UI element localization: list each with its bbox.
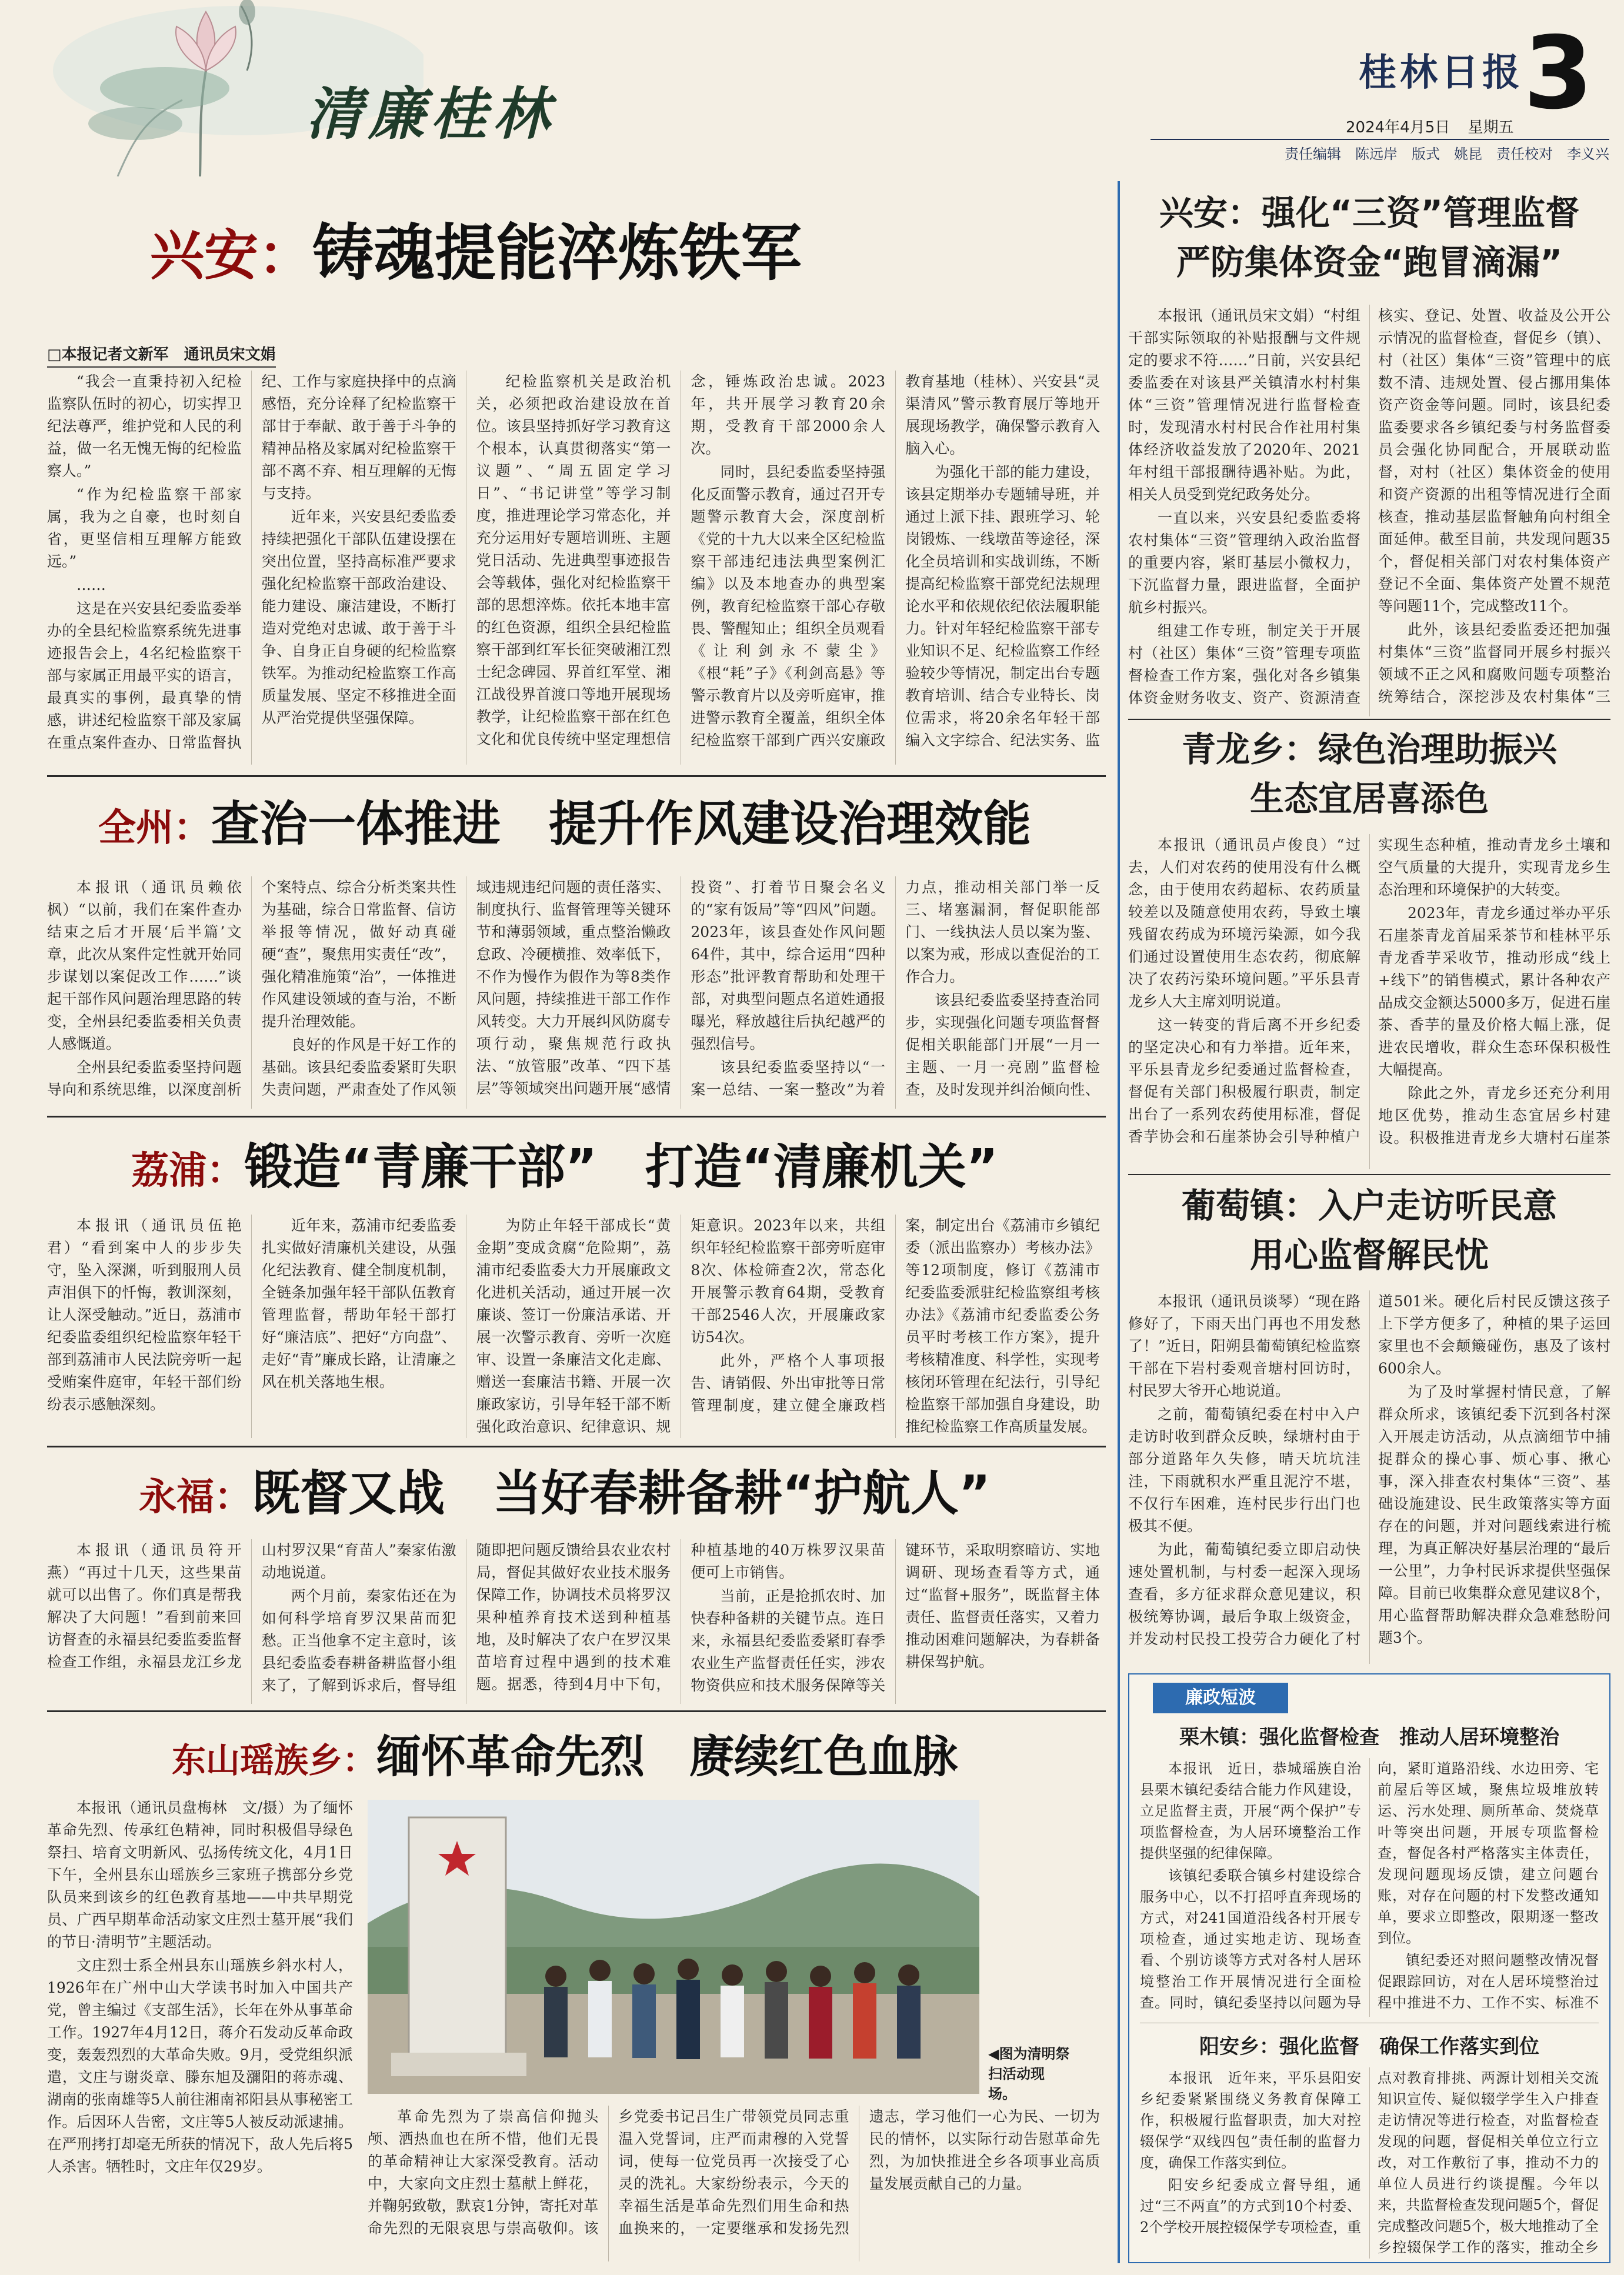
- section-title: 清廉桂林: [306, 81, 555, 147]
- body-paragraph: 本报讯（通讯员卢俊良）“过去，人们对农药的使用没有什么概念，由于使用农药超标、农药质量较差以及随意使用农药，导致土壤残留农药成为环境污染源，如今我们通过设置使用生态农药，彻底解决了农药污染环境问题。”平乐县青龙乡人大主席刘明说道。: [1128, 836, 1360, 1010]
- body-paragraph: 纪检监察机关是政治机关，必须把政治建设放在首位。该县坚持抓好学习教育这个根本，认真贯彻落实“第一议题”、“周五固定学习日”、“书记讲堂”等学习制度，推进理论学习常态化，并充分运用好专题培训班、主题党日活动、先进典型事迹报告会等载体，强化对纪检监察干部的思想淬炼。依托本地丰富的红色资源，组织全县纪检监察干部到红军长征突破湘江烈士纪念碑园、界首红军堂、湘江战役界首渡口等地开展现场教学，让纪检监察干部在红色文化和优良传统中坚定理想信念，锤炼政治忠诚。2023年，共开展学习教育20余期，受教育干部2000余人次。: [476, 373, 886, 748]
- body-paragraph: 本报讯（通讯员宋文娟）“村组干部实际领取的补贴报酬与文件规定的要求不符……”日前，兴安县纪委监委在对该县严关镇清水村村集体“三资”管理情况进行监督检查时，发现清水村村民合作社用村集体经济收益发放了2020年、2021年村组干部报酬待遇补贴。为此，相关人员受到党纪政务处分。: [1128, 307, 1360, 503]
- headline-line1: 兴安：强化“三资”管理监督: [1159, 193, 1580, 233]
- body-paragraph: “作为纪检监察干部家属，我为之自豪，也时刻自省，更坚信相互理解方能致远。”: [47, 486, 242, 570]
- headline-dongshan: [24, 1727, 1106, 1790]
- headline-line2: 严防集体资金“跑冒滴漏”: [1176, 242, 1563, 282]
- body-paragraph: 良好的作风是干好工作的基础。该县纪委监委紧盯失职失责问题，严肃查处了作风领域违规违纪问题的责任落实、制度执行、监督管理等关键环节和薄弱领域，重点整治懒政怠政、冷硬横推、效率低下，不作为慢作为假作为等8类作风问题，持续推进干部工作作风转变。大力开展纠风防腐专项行动，聚焦规范行政执法、“放管服”改革、“四下基层”等领域突出问题开展“感情投资”、打着节日聚会名义的“家有饭局”等“四风”问题。2023年，该县查处作风问题64件，其中，综合运用“四种形态”批评教育帮助和处理干部，对典型问题点名道姓通报曝光，释放越往后执纪越严的强烈信号。: [261, 879, 886, 1098]
- body-paragraph: 此外，严格个人事项报告、请销假、外出审批等日常管理制度，建立健全廉政档案，制定出台《荔浦市乡镇纪委（派出监察办）考核办法》等12项制度，修订《荔浦市纪委监委派驻纪检监察组考核办法》《荔浦市纪委监委公务员平时考核工作方案》，提升考核精准度、科学性，实现考核闭环管理在纪法行，引导纪检监察干部加强自身建设，助推纪检监察工作高质量发展。: [691, 1217, 1100, 1435]
- body-paragraph: 为强化干部的能力建设，该县定期举办专题辅导班，并通过上派下挂、跟班学习、轮岗锻炼、一线墩苗等途径，深化全员培训和实战训练，不断提高纪检监察干部党纪法规理论水平和依规依纪依法履职能力。针对年轻纪检监察干部专业知识不足、纪检监察工作经验较少等情况，制定出台专题教育培训、结合专业特长、岗位需求，将20余名年轻干部编入文字综合、纪法实务、监: [905, 463, 1100, 749]
- body-dongshan-bottom: [368, 2106, 1100, 2261]
- body-paragraph: 镇纪委还对照问题整改情况督促跟踪回访，对在人居环境整治过程中推进不力、工作不实、标准不: [1378, 1952, 1599, 2011]
- article-quanzhou: [24, 779, 1106, 1115]
- headline-place: 永福：: [139, 1476, 252, 1519]
- body-paragraph: “我会一直秉持初入纪检监察队伍时的初心，切实捍卫纪法尊严，维护党和人民的利益，做一名无愧无悔的纪检监察人。”: [47, 373, 242, 479]
- body-right-putao: [1128, 1290, 1610, 1664]
- body-paragraph: 本报讯 近年来，平乐县阳安乡纪委紧紧围绕义务教育保障工作，积极履行监督职责，加大对控辍保学“双线四包”责任制的监督力度，确保工作落实到位。: [1140, 2070, 1361, 2171]
- brief-lizhen-title: 栗木镇：强化监督检查 推动人居环境整治: [1179, 1726, 1559, 1749]
- body-paragraph: 为防止年轻干部成长“黄金期”变成贪腐“危险期”，荔浦市纪委监委大力开展廉政文化进机关活动，通过开展一次廉谈、签订一份廉洁承诺、开展一次警示教育、旁听一次庭审、设置一条廉洁文化走廊、赠送一套廉洁书籍、开展一次廉政家访，引导年轻干部不断强化政治意识、纪律意识、规矩意识。2023年以来，共组织年轻纪检监察干部旁听庭审8次、体检筛查2次，常态化开展警示教育64期，受教育干部2546人次，开展廉政家访54次。: [476, 1217, 886, 1435]
- body-paragraph: 本报讯（通讯员赖依枫）“以前，我们在案件查办结束之后才开展‘后半篇’文章，此次从案件定性就开始同步谋划以案促改工作……”谈起干部作风问题治理思路的转变，全州县纪委监委相关负责人感慨道。: [47, 879, 242, 1052]
- body-paragraph: 本报讯 近日，恭城瑶族自治县栗木镇纪委结合能力作风建设，立足监督主责，开展“两个保护”专项监督检查，为人居环境整治工作提供坚强的纪律保障。: [1140, 1760, 1361, 1862]
- credits-bar: [1151, 139, 1609, 162]
- body-brief-yangan: [1140, 2067, 1599, 2259]
- article-lipu: [24, 1120, 1106, 1444]
- divider: [1128, 719, 1610, 720]
- byline-xingan: □本报记者文新军 通讯员宋文娟: [47, 342, 276, 368]
- body-quanzhou: [47, 876, 1100, 1109]
- body-paragraph: 全州县纪委监委坚持问题导向和系统思维，以深度剖析个案特点、综合分析类案共性为基础，综合日常监督、信访举报等情况，做好动真碰硬“查”，聚焦用实责任“改”，强化精准施策“治”，一体推进作风建设领域的查与治，不断提升治理效能。: [47, 879, 456, 1098]
- body-paragraph: 该镇纪委联合镇乡村建设综合服务中心，以不打招呼直奔现场的方式，对241国道沿线各村开展专项检查，通过实地走访、现场查看、个别访谈等方式对各村人居环境整治工作开展情况进行全面检查。同时，镇纪委坚持以问题为导向，紧盯道路沿线、水边田旁、宅前屋后等区域，聚焦垃圾堆放转运、污水处理、厕所革命、焚烧草叶等突出问题，开展专项监督检查，督促各村严格落实主体责任，发现问题现场反馈，建立问题台账，对存在问题的村下发整改通知单，要求立即整改，限期逐一整改到位。: [1140, 1760, 1599, 2011]
- credits-text: 责任编辑 陈远岸 版式 姚昆 责任校对 李义兴: [1285, 146, 1609, 162]
- issue-date: [1346, 115, 1514, 137]
- paper-name: 桂林日报: [1359, 51, 1523, 95]
- body-paragraph: 这是在兴安县纪委监委举办的全县纪检监察系统先进事迹报告会上，4名纪检监察干部与家属正用最平实的语言，最真实的事例，最真挚的情感，讲述纪检监察干部及家属在重点案件查办、日常监督执纪、工作与家庭抉择中的点滴感悟，充分诠释了纪检监察干部甘于奉献、敢于善于斗争的精神品格及家属对纪检监察干部不离不弃、相互理解的无悔与支持。: [47, 373, 456, 751]
- body-paragraph: 阳安乡纪委成立督导组，通过“三不两直”的方式到10个村委、2个学校开展控辍保学专项检查，重点对教育排挑、两源计划相关交流知识宣传、疑似辍学学生入户排查走访情况等进行检查，对监督检查发现的问题，督促相关单位立行立改，对工作敷衍了事，推动不力的单位人员进行约谈提醒。今年以来，共监督检查发现问题5个，督促完成整改问题5个，极大地推动了全乡控辍保学工作的落实，推动全乡: [1140, 2070, 1599, 2256]
- body-paragraph: 本报讯（通讯员符开燕）“再过十几天，这些果苗就可以出售了。你们真是帮我解决了大问题！”看到前来回访督查的永福县纪委监委监督检查工作组，永福县龙江乡龙山村罗汉果“育苗人”秦家佑激动地说道。: [47, 1542, 456, 1670]
- divider: [47, 1446, 1106, 1447]
- body-yongfu: [47, 1539, 1100, 1704]
- article-right-qinglong: [1128, 725, 1610, 1172]
- body-paragraph: 同时，县纪委监委坚持强化反面警示教育，通过召开专题警示教育大会，深度剖析《党的十九大以来全区纪检监察干部违纪违法典型案例汇编》以及本地查办的典型案例，教育纪检监察干部心存敬畏、警醒知止；组织全员观看《让利剑永不蒙尘》《根“耗”子》《利剑高悬》等警示教育片以及旁听庭审，推进警示教育全覆盖，组织全体纪检监察干部到广西兴安廉政教育基地（桂林）、兴安县“灵渠清风”警示教育展厅等地开展现场教学，确保警示教育入脑入心。: [691, 373, 1100, 749]
- body-paragraph: 该县纪委监委坚持以“一案一总结、一案一整改”为着力点，推动相关部门举一反三、堵塞漏洞，督促职能部门、一线执法人员以案为鉴、以案为戒，形成以查促治的工作合力。: [691, 879, 1100, 1098]
- article-right-putao: [1128, 1181, 1610, 1666]
- weekday-text: 星期五: [1468, 119, 1514, 136]
- body-paragraph: 组建工作专班，制定关于开展村（社区）集体“三资”管理专项监督检查工作方案，强化对各乡镇集体资金财务收支、资产、资源清查核实、登记、处置、收益及公开公示情况的监督检查，督促乡（镇）、村（社区）集体“三资”管理中的底数不清、违规处置、侵占挪用集体资产资金等问题。同时，该县纪委监委要求各乡镇纪委与村务监督委员会强化协同配合，开展联动监督，对村（社区）集体资金的使用和资产资源的出租等情况进行全面核查，推动基层监督触角向村组全面延伸。截至目前，共发现问题35个，督促相关部门对农村集体资产登记不全面、集体资产处置不规范等问题11个，完成整改11个。: [1128, 307, 1610, 706]
- article-dongshan: [24, 1714, 1106, 2267]
- headline-title: 铸魂提能淬炼铁军: [312, 217, 802, 289]
- headline-title: 锻造“青廉干部” 打造“清廉机关”: [244, 1139, 998, 1195]
- headline-place: 荔浦：: [131, 1149, 245, 1193]
- headline-yongfu: [24, 1462, 1106, 1530]
- body-paragraph: 本报讯（通讯员伍艳君）“看到案中人的步步失守，坠入深渊，听到服刑人员声泪俱下的忏悔，教训深刻，让人深受触动。”近日，荔浦市纪委监委组织纪检监察年轻干部到荔浦市人民法院旁听一起受贿案件庭审，年轻干部们纷纷表示感触深刻。: [47, 1217, 242, 1413]
- body-paragraph: 本报讯（通讯员谈琴）“现在路修好了，下雨天出门再也不用发愁了！”近日，阳朔县葡萄镇纪检监察干部在下岩村委观音塘村回访时，村民罗大爷开心地说道。: [1128, 1293, 1360, 1399]
- headline-line2: 生态宜居喜添色: [1249, 779, 1489, 819]
- body-paragraph: 当前，正是抢抓农时、加快春种备耕的关键节点。连日来，永福县纪委监委紧盯春季农业生产监督责任任实，涉农物资供应和技术服务保障等关键环节，采取明察暗访、实地调研、现场查看等方式，通过“监督+服务”，既监督主体责任、监督责任落实，又着力推动困难问题解决，为春耕备耕保驾护航。: [691, 1542, 1100, 1694]
- body-brief-lizhen: [1140, 1758, 1599, 2017]
- body-paragraph: 近年来，兴安县纪委监委持续把强化干部队伍建设摆在突出位置，坚持高标准严要求强化纪检监察干部政治建设、能力建设、廉洁建设，不断打造对党绝对忠诚、敢于善于斗争、自身正自身硬的纪检监察铁军。为推动纪检监察工作高质量发展、坚定不移推进全面从严治党提供坚强保障。: [261, 508, 456, 726]
- body-xingan: [47, 371, 1100, 765]
- divider: [1128, 1174, 1610, 1175]
- article-right-xingan: [1128, 188, 1610, 720]
- body-paragraph: 一直以来，兴安县纪委监委将农村集体“三资”管理纳入政治监督的重要内容，紧盯基层小微权力，下沉监督力量，跟进监督，全面护航乡村振兴。: [1128, 509, 1360, 616]
- headline-place: 全州：: [98, 806, 211, 850]
- headline-place: 东山瑶族乡：: [171, 1740, 376, 1780]
- brief-yangan-title: 阳安乡：强化监督 确保工作落实到位: [1199, 2035, 1539, 2059]
- headline-lipu: [24, 1135, 1106, 1203]
- body-paragraph: 为了及时掌握村情民意，了解群众所求，该镇纪委下沉到各村深入开展走访活动，从点滴细节中捕捉群众的操心事、烦心事、揪心事，深入排查农村集体“三资”、基础设施建设、民生政策落实等方面存在的问题，并对问题线索进行梳理，为真正解决好基层治理的“最后一公里”，力争村民诉求提供坚强保障。目前已收集群众意见建议8个，用心监督帮助解决群众急难愁盼问题3个。: [1378, 1383, 1610, 1646]
- body-paragraph: 本报讯（通讯员盘梅林 文/摄）为了缅怀革命先烈、传承红色精神，同时积极倡导绿色祭扫、培育文明新风、弘扬传统文化，4月1日下午，全州县东山瑶族乡三家班子携部分乡党队员来到该乡的红色教育基地——中共早期党员、广西早期革命活动家文庄烈士墓开展“我们的节日·清明节”主题活动。: [47, 1799, 353, 1950]
- divider: [47, 775, 1106, 777]
- headline-place: 兴安：: [150, 224, 313, 287]
- headline-line2: 用心监督解民忧: [1249, 1235, 1489, 1275]
- photo-caption: ◀图为清明祭扫活动现场。: [988, 2046, 1070, 2102]
- body-right-qinglong: [1128, 834, 1610, 1169]
- body-paragraph: 之前，葡萄镇纪委在村中入户走访时收到群众反映，绿塘村由于部分道路年久失修，晴天坑坑洼洼，下雨就积水严重且泥泞不堪，不仅行车困难，连村民步行出门也极其不便。: [1128, 1406, 1360, 1535]
- article-yongfu: [24, 1450, 1106, 1709]
- headline-line1: 葡萄镇：入户走访听民意: [1181, 1186, 1557, 1226]
- body-paragraph: 这一转变的背后离不开乡纪委的坚定决心和有力举措。近年来，平乐县青龙乡纪委通过监督检查，督促有关部门积极履行职责，制定出台了一系列农药使用标准，督促香芋协会和石崖茶协会引导种植户实现生态种植，推动青龙乡土壤和空气质量的大提升，实现青龙乡生态治理和环境保护的大转变。: [1128, 836, 1610, 1145]
- right-column-frame: [1118, 181, 1120, 2263]
- headline-title: 缅怀革命先烈 赓续红色血脉: [376, 1730, 958, 1783]
- body-paragraph: 两个月前，秦家佑还在为如何科学培育罗汉果苗而犯愁。正当他拿不定主意时，该县纪委监委春耕备耕监督小组来了，了解到诉求后，督导组随即把问题反馈给县农业农村局，督促其做好农业技术服务保障工作，协调技术员将罗汉果种植养育技术送到种植基地，及时解决了农户在罗汉果苗培育过程中遇到的技术难题。据悉，待到4月中下旬，种植基地的40万株罗汉果苗便可上市销售。: [261, 1542, 886, 1694]
- body-paragraph: 2023年，青龙乡通过举办平乐石崖茶青龙首届采茶节和桂林平乐青龙香芋采收节，推动形成“线上+线下”的销售模式，累计各种农产品成交金额达5000多万，促进石崖茶、香芋的量及价格大幅上涨，促进农民增收，群众生态环保积极性大幅提高。: [1378, 905, 1610, 1078]
- body-paragraph: 该县纪委监委坚持查治同步，实现强化问题专项监督督促相关职能部门开展“一月一主题、一月一亮剧”监督检查，及时发现并纠治倾向性、: [905, 992, 1100, 1098]
- divider: [47, 1116, 1106, 1118]
- body-right-xingan: [1128, 305, 1610, 716]
- brief-label-text: 廉政短波: [1185, 1687, 1256, 1708]
- headline-quanzhou: [24, 792, 1106, 860]
- date-text: 2024年4月5日: [1346, 119, 1450, 136]
- divider: [47, 1710, 1106, 1712]
- body-paragraph: 此外，该县纪委监委还把加强村集体“三资”监督同开展乡村振兴领域不正之风和腐败问题专项整治统筹结合，深挖涉及农村集体“三: [1378, 621, 1610, 705]
- brief-box-label: [1153, 1683, 1288, 1713]
- article-xingan: [24, 176, 1106, 770]
- attendees: [544, 1959, 921, 2059]
- memorial-photo: [368, 1800, 979, 2094]
- headline-title: 查治一体推进 提升作风建设治理效能: [211, 796, 1031, 852]
- body-paragraph: 革命先烈为了崇高信仰抛头颅、洒热血也在所不惜，他们无畏的革命精神让大家深受教育。活动中，大家向文庄烈士墓献上鲜花，并鞠躬致敬，默哀1分钟，寄托对革命先烈的无限哀思与崇高敬仰。该乡党委书记吕生广带领党员同志重温入党誓词，庄严而肃穆的入党誓词，使每一位党员再一次接受了心灵的洗礼。大家纷纷表示，今天的幸福生活是革命先烈们用生命和热血换来的，一定要继承和发扬先烈遗志，学习他们一心为民、一切为民的情怀，以实际行动告慰革命先烈，为加快推进全乡各项事业高质量发展贡献自己的力量。: [368, 2108, 1100, 2237]
- body-paragraph: 为此，葡萄镇纪委立即启动快速处置机制，与村委一起深入现场查看，多方征求群众意见建议，积极统筹协调，最后争取上级资金，并发动村民投工投劳合力硬化了村道501米。硬化后村民反馈这孩子上下学方便多了，种植的果子运回家里也不会颠簸碰伤，惠及了该村600余人。: [1128, 1293, 1610, 1647]
- body-paragraph: 文庄烈士系全州县东山瑶族乡斜水村人，1926年在广州中山大学读书时加入中国共产党，曾主编过《支部生活》，长年在外从事革命工作。1927年4月12日，蒋介石发动反革命政变，轰轰烈烈的大革命失败。9月，受党组织派遣，文庄与谢炎章、滕东旭及瀰阳的蒋赤魂、湖南的张南雄等5人前往湘南祁阳县从事秘密工作。后因环人告密，文庄等5人被反动派逮捕。在严刑拷打却毫无所获的情况下，敌人先后将5人杀害。牺牲时，文庄年仅29岁。: [47, 1957, 353, 2175]
- body-paragraph: 除此之外，青龙乡还充分利用地区优势，推动生态宜居乡村建设。积极推进青龙乡大塘村石崖茶: [1378, 1085, 1610, 1146]
- brief-box: [1128, 1673, 1610, 2263]
- page-number: 3: [1523, 15, 1593, 132]
- body-dongshan-side: [47, 1797, 353, 2261]
- body-paragraph: ……: [76, 576, 106, 593]
- headline-title: 既督又战 当好春耕备耕“护航人”: [252, 1466, 991, 1522]
- masthead: [0, 0, 1624, 176]
- body-lipu: [47, 1215, 1100, 1438]
- body-paragraph: 近年来，荔浦市纪委监委扎实做好清廉机关建设，从强化纪法教育、健全制度机制，全链条加强年轻干部队伍教育管理监督，帮助年轻干部打好“廉洁底”、把好“方向盘”、走好“青”廉成长路，让清廉之风在机关落地生根。: [261, 1217, 456, 1390]
- headline-xingan: [24, 212, 1106, 297]
- headline-line1: 青龙乡：绿色治理助振兴: [1181, 729, 1557, 769]
